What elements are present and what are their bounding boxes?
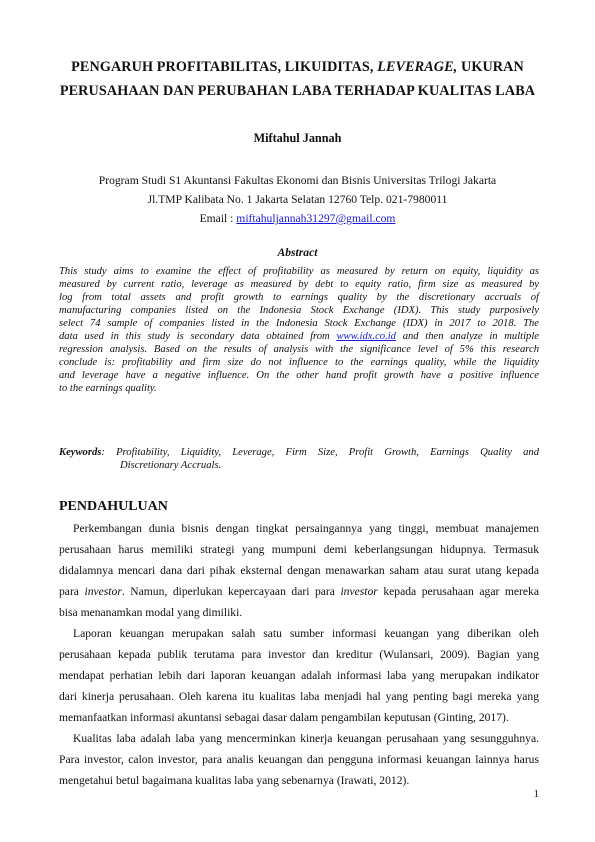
abstract-line: log from total assets and profit growth to earnings quality by the discretionary accruals of xyxy=(59,292,539,303)
paragraph-line: perusahaan kepada publik terutama para investor dan kreditur (Wulansari, 2009). Bagian yang xyxy=(59,648,539,661)
abstract-heading: Abstract xyxy=(277,246,318,259)
keywords-line xyxy=(59,447,539,460)
abstract-line: This study aims to examine the effect of profitability as measured by return on equity, liquidity as xyxy=(59,266,539,277)
title-line-1 xyxy=(40,55,555,79)
paragraph-line xyxy=(59,584,539,599)
title-line-2: PERUSAHAAN DAN PERUBAHAN LABA TERHADAP KUALITAS LABA xyxy=(59,83,536,99)
title-text: PENGARUH PROFITABILITAS, LIKUIDITAS, xyxy=(71,59,378,75)
paragraph-line: perusahaan harus memiliki strategi yang mumpuni demi keberlangsungan hidupnya. Termasuk xyxy=(59,543,539,556)
paragraph-line: mendapat perhatian lebih dari laporan keuangan adalah informasi laba yang merupakan indikator xyxy=(59,669,539,682)
paper-title xyxy=(40,55,555,103)
abstract-line: to the earnings quality. xyxy=(59,383,157,394)
paragraph-text: . Namun, diperlukan kepercayaan dari para xyxy=(121,585,341,598)
affiliation-email xyxy=(0,211,595,227)
paragraph-line: memanfaatkan informasi akuntansi sebagai dasar dalam pengambilan keputusan (Ginting, 2017). xyxy=(59,711,509,724)
paragraph-line: bisa menanamkan modal yang dimiliki. xyxy=(59,606,243,619)
affiliation-line-1: Program Studi S1 Akuntansi Fakultas Ekonomi dan Bisnis Universitas Trilogi Jakarta xyxy=(98,174,497,187)
paragraph-text: kepada perusahaan agar mereka xyxy=(377,585,539,598)
paragraph-text-italic: investor xyxy=(84,585,122,598)
keywords-label: Keywords xyxy=(59,447,102,458)
abstract-line xyxy=(59,331,539,344)
abstract-line: regression analysis. Based on the results of analysis with the significance level of 5% this research xyxy=(59,344,539,355)
email-label: Email : xyxy=(199,212,237,225)
abstract-line: manufacturing companies listed on the Indonesia Stock Exchange (IDX). This study purposively xyxy=(59,305,539,316)
abstract-line: select 74 sample of companies listed in the Indonesia Stock Exchange (IDX) in 2017 to 2018. The xyxy=(59,318,539,329)
abstract-line: measured by current ratio, leverage as measured by debt to equity ratio, firm size as measured by xyxy=(59,279,539,290)
keywords-line: Discretionary Accruals. xyxy=(120,460,222,471)
abstract-text: and then analyze in multiple xyxy=(395,331,539,342)
paragraph-line: didalamnya mencari dana dari pihak eksternal dengan menawarkan saham atau surat utang kepada xyxy=(59,564,539,577)
abstract-line: conclude is: profitability and firm size do not influence to the earnings quality, while the liquidity xyxy=(59,357,539,368)
paragraph-line: mengetahui betul bagaimana kualitas laba yang sebenarnya (Irawati, 2012). xyxy=(59,774,410,787)
affiliation-line-2: Jl.TMP Kalibata No. 1 Jakarta Selatan 12760 Telp. 021-7980011 xyxy=(147,193,448,206)
abstract-text: data used in this study is secondary data obtained from xyxy=(59,331,337,342)
paragraph-line: dari kinerja perusahaan. Oleh karena itu kualitas laba menjadi hal yang penting bagi mereka yang xyxy=(59,690,539,703)
keywords-text: : Profitability, Liquidity, Leverage, Firm Size, Profit Growth, Earnings Quality and xyxy=(101,447,539,458)
title-text: UKURAN xyxy=(457,59,524,75)
paragraph-line: Laporan keuangan merupakan salah satu sumber informasi keuangan yang diberikan oleh xyxy=(73,627,539,640)
section-heading: PENDAHULUAN xyxy=(59,499,168,514)
idx-link[interactable]: www.idx.co.id xyxy=(336,331,396,342)
paragraph-text-italic: investor xyxy=(340,585,378,598)
author-name: Miftahul Jannah xyxy=(253,131,342,145)
paragraph-line: Para investor, calon investor, para analis keuangan dan pengguna informasi keuangan lainnya harus xyxy=(59,753,539,766)
page-number: 1 xyxy=(533,788,539,800)
paragraph-line: Kualitas laba adalah laba yang mencerminkan kinerja keuangan perusahaan yang sesungguhnya. xyxy=(73,732,539,745)
email-link[interactable]: miftahuljannah31297@gmail.com xyxy=(236,212,396,225)
title-text-italic: LEVERAGE, xyxy=(377,59,458,75)
paragraph-text: para xyxy=(59,585,85,598)
abstract-line: and leverage have a negative influence. On the other hand profit growth have a positive influence xyxy=(59,370,539,381)
paragraph-line: Perkembangan dunia bisnis dengan tingkat persaingannya yang tinggi, membuat manajemen xyxy=(73,522,539,535)
